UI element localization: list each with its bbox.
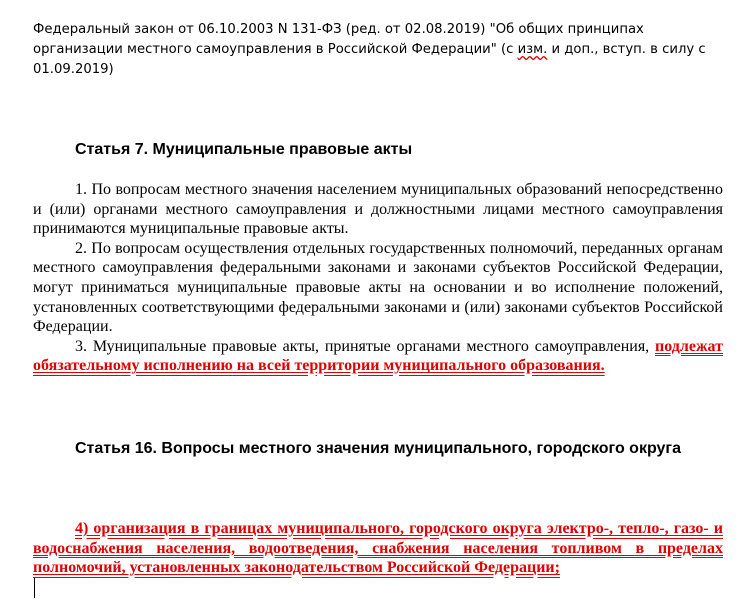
text-cursor [34, 578, 35, 598]
article-7-body [33, 180, 723, 376]
law-header-spellcheck-word: изм. [517, 42, 548, 57]
article-16-item-4 [33, 519, 723, 578]
article-7-paragraph-3-text: 3. Муниципальные правовые акты, принятые органами местного самоуправления, [75, 337, 656, 355]
article-7-paragraph-3-highlight: подлежат обязательному исполнению на всей территории муниципального образования. [33, 337, 723, 375]
article-7-paragraph-1: 1. По вопросам местного значения населением муниципальных образований непосредственно и (или) органами местного самоуправления и должностными лицами местного самоуправления принимаются муниципальные правовые акты. [33, 181, 723, 238]
law-header-text-end: и доп., вступ. в силу с 01.09.2019) [33, 42, 706, 77]
article-16-title: Статья 16. Вопросы местного значения муниципального, городского округа [75, 440, 681, 457]
article-7-title: Статья 7. Муниципальные правовые акты [75, 141, 413, 158]
law-header [33, 20, 723, 80]
article-16-item-4-highlight: 4) организация в границах муниципального, городского округа электро-, тепло-, газо- и водоснабжения населения, водоотведения, снабжения населения топливом в пределах полномочий, установленных законодательством Российской Федерации; [33, 520, 723, 577]
article-7-paragraph-3 [33, 337, 723, 376]
article-16-body [33, 519, 723, 578]
article-7-paragraph-2: 2. По вопросам осуществления отдельных государственных полномочий, переданных органам местного самоуправления федеральными законами и законами субъектов Российской Федерации, могут приниматься муниципальные правовые акты на основании и во исполнение положений, установленных соответствующими федеральными законами и (или) законами субъектов Российской Федерации. [33, 239, 723, 336]
law-header-text: Федеральный закон от 06.10.2003 N 131-ФЗ (ред. от 02.08.2019) "Об общих принципах организации местного самоуправления в Российской Федерации" (с [33, 22, 644, 57]
